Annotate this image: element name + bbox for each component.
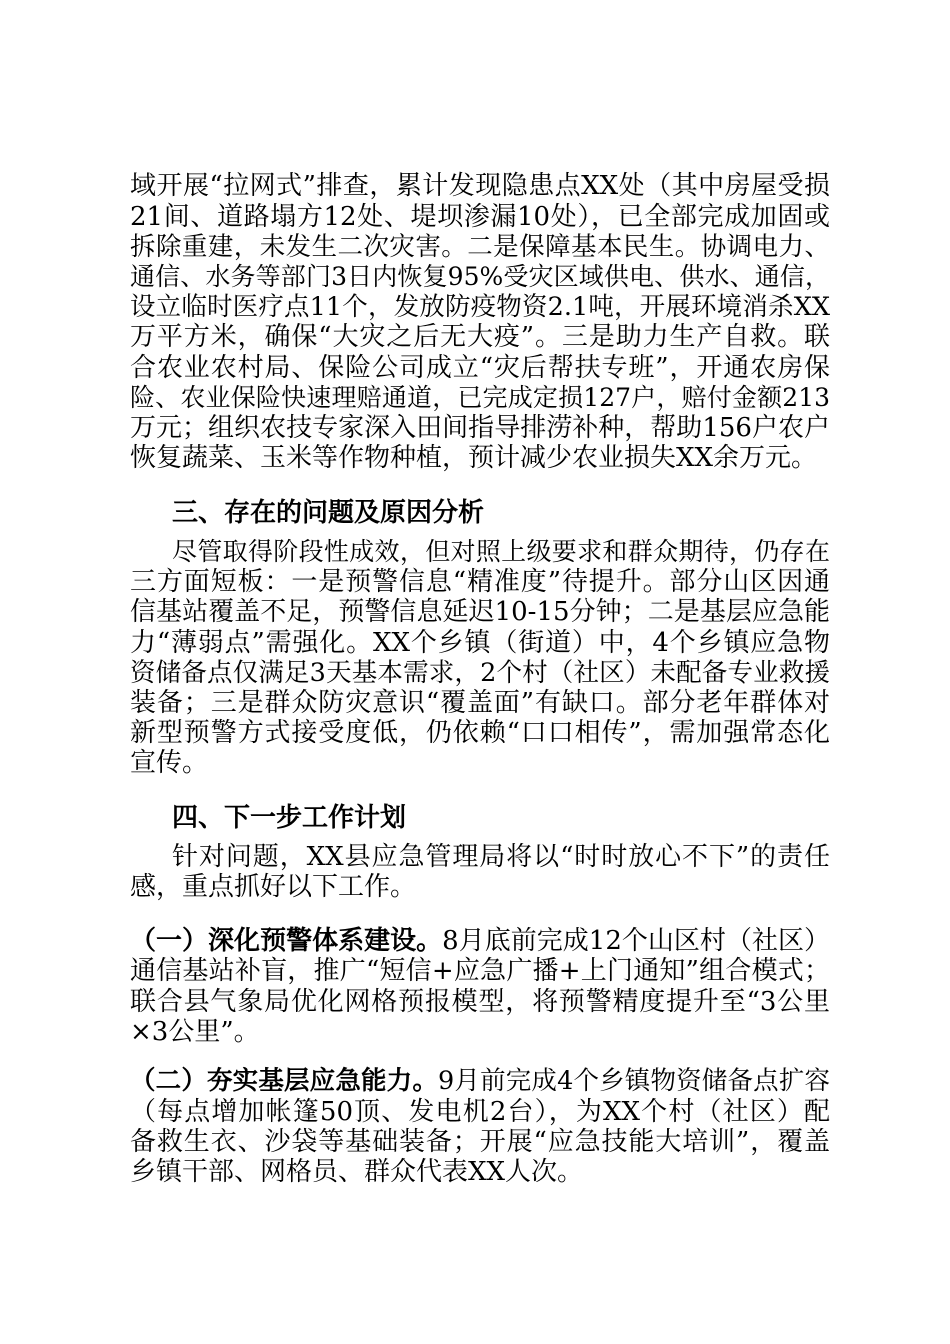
paragraph-line: 设立临时医疗点11个，发放防疫物资2.1吨，开展环境消杀XX [130,292,830,322]
paragraph-line: 拆除重建，未发生二次灾害。二是保障基本民生。协调电力、 [130,232,830,262]
paragraph-line: ×3公里”。 [130,1017,260,1047]
paragraph-line: 新型预警方式接受度低，仍依赖“口口相传”，需加强常态化 [130,718,830,748]
paragraph-line: 通信、水务等部门3日内恢复95%受灾区域供电、供水、通信， [130,262,830,291]
section-heading-plan: 四、下一步工作计划 [172,803,407,833]
paragraph-line: （每点增加帐篷50顶、发电机2台），为XX个村（社区）配 [130,1097,830,1127]
paragraph-line [130,926,830,956]
paragraph-line: 力“薄弱点”需强化。XX个乡镇（街道）中，4个乡镇应急物 [130,628,830,658]
paragraph-line [130,1066,830,1096]
paragraph-line: 乡镇干部、网格员、群众代表XX人次。 [130,1157,584,1187]
item-text: 8月底前完成12个山区村（社区） [442,926,830,956]
paragraph-line: 尽管取得阶段性成效，但对照上级要求和群众期待，仍存在 [172,537,830,566]
paragraph-line: 万平方米，确保“大灾之后无大疫”。三是助力生产自救。联 [130,322,830,352]
paragraph-line: 域开展“拉网式”排查，累计发现隐患点XX处（其中房屋受损 [130,171,830,201]
paragraph-line: 信基站覆盖不足，预警信息延迟10-15分钟；二是基层应急能 [130,597,830,627]
paragraph-line: 万元；组织农技专家深入田间指导排涝补种，帮助156户农户 [130,413,830,443]
paragraph-line: 感，重点抓好以下工作。 [130,872,417,902]
paragraph-line: 21间、道路塌方12处、堤坝渗漏10处），已全部完成加固或 [130,202,830,232]
item-lead: （一）深化预警体系建设。 [130,926,443,956]
paragraph-line: 宣传。 [130,748,209,778]
paragraph-line: 通信基站补盲，推广“短信+应急广播+上门通知”组合模式； [130,956,830,986]
paragraph-line: 合农业农村局、保险公司成立“灾后帮扶专班”，开通农房保 [130,353,830,383]
paragraph-line: 备救生衣、沙袋等基础装备；开展“应急技能大培训”，覆盖 [130,1127,830,1157]
paragraph-line: 装备；三是群众防灾意识“覆盖面”有缺口。部分老年群体对 [130,688,830,718]
paragraph-line: 三方面短板：一是预警信息“精准度”待提升。部分山区因通 [130,567,830,597]
item-lead: （二）夯实基层应急能力。 [130,1066,439,1096]
paragraph-line: 恢复蔬菜、玉米等作物种植，预计减少农业损失XX余万元。 [130,443,818,473]
paragraph-line: 险、农业保险快速理赔通道，已完成定损127户，赔付金额213 [130,383,830,412]
paragraph-line: 针对问题，XX县应急管理局将以“时时放心不下”的责任 [172,842,830,872]
paragraph-line: 资储备点仅满足3天基本需求，2个村（社区）未配备专业救援 [130,658,830,688]
paragraph-line: 联合县气象局优化网格预报模型，将预警精度提升至“3公里 [130,987,830,1017]
item-text: 9月前完成4个乡镇物资储备点扩容 [438,1066,830,1096]
section-heading-problems: 三、存在的问题及原因分析 [172,498,485,528]
